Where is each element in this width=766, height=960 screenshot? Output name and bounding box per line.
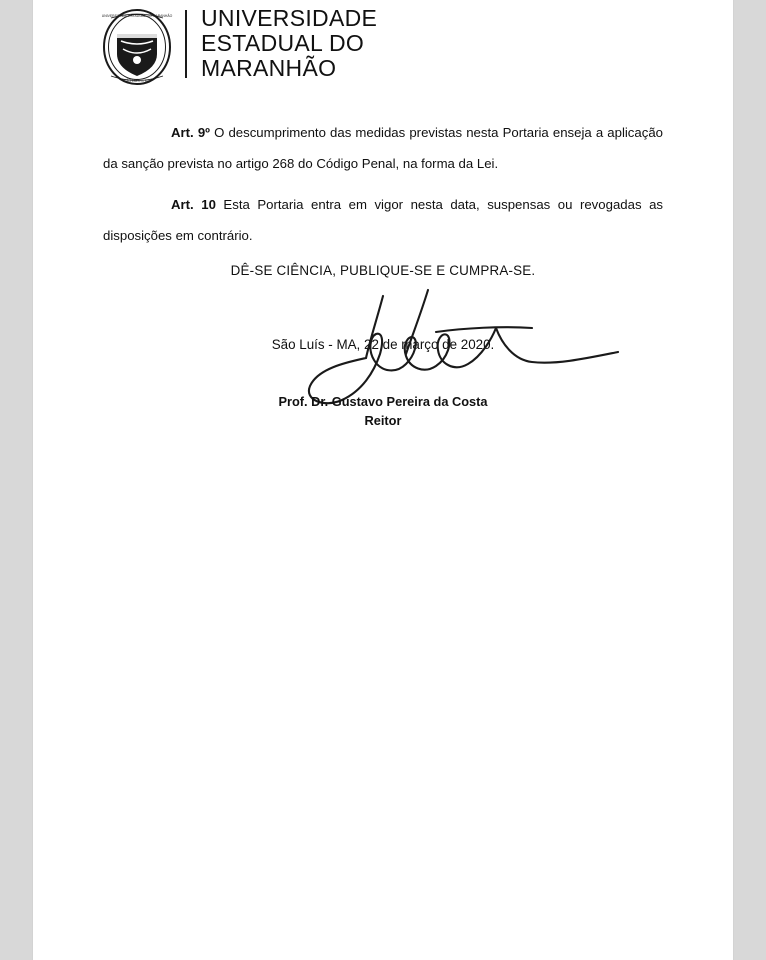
university-name bbox=[201, 6, 377, 81]
university-name-line-1: UNIVERSIDADE bbox=[201, 5, 378, 31]
article-text: Esta Portaria entra em vigor nesta data, suspensas ou revogadas as disposições em contrário. bbox=[103, 197, 663, 244]
letterhead bbox=[33, 0, 733, 95]
university-name-line-2: ESTADUAL DO bbox=[201, 30, 365, 56]
article-text: O descumprimento das medidas previstas nesta Portaria enseja a aplicação da sanção prevista no artigo 268 do Código Penal, na forma da Lei. bbox=[103, 125, 663, 172]
svg-text:UNIVERSIDADE ESTADUAL DO MARAN: UNIVERSIDADE ESTADUAL DO MARANHÃO bbox=[101, 14, 173, 18]
signatory-role: Reitor bbox=[364, 413, 402, 428]
article-label: Art. 10 bbox=[171, 197, 216, 213]
closing-statement: DÊ-SE CIÊNCIA, PUBLIQUE-SE E CUMPRA-SE. bbox=[230, 263, 536, 278]
signatory-name: Prof. Dr. Gustavo Pereira da Costa bbox=[278, 394, 488, 409]
article-paragraph bbox=[103, 189, 663, 251]
university-name-line-3: MARANHÃO bbox=[201, 55, 337, 81]
letterhead-divider bbox=[185, 10, 187, 78]
university-crest-icon bbox=[101, 8, 173, 86]
article-label: Art. 9º bbox=[171, 125, 210, 141]
article-paragraph bbox=[103, 117, 663, 179]
svg-text:SÃO LUÍS — MA: SÃO LUÍS — MA bbox=[123, 79, 151, 83]
place-and-date: São Luís - MA, 22 de março de 2020. bbox=[271, 337, 495, 352]
document-page bbox=[33, 0, 733, 960]
